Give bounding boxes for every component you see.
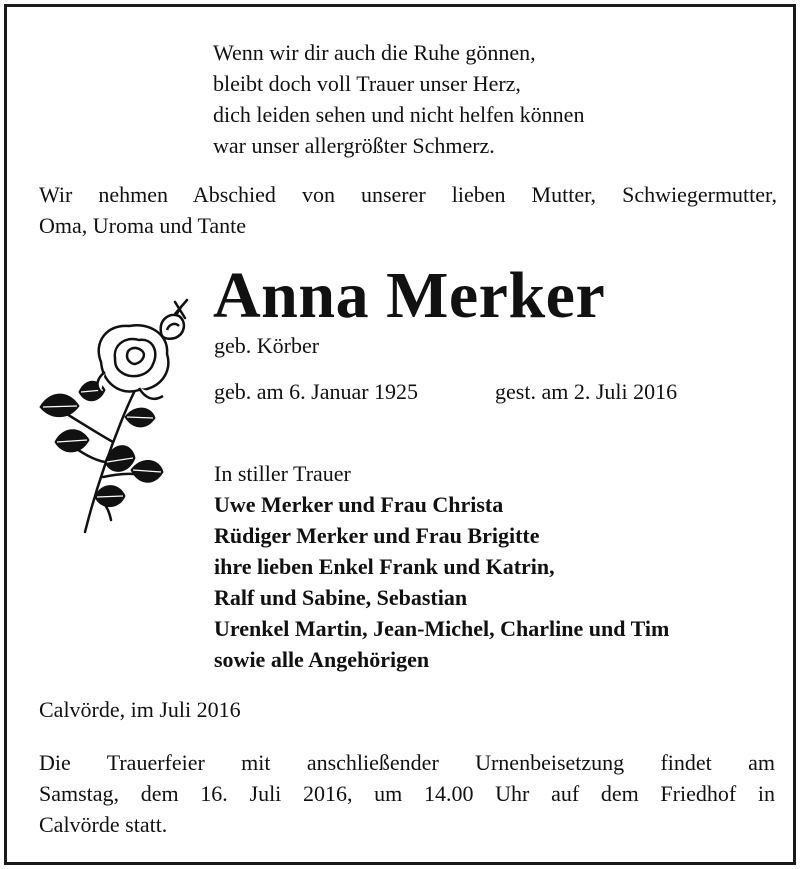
deceased-name: Anna Merker [213,259,606,332]
mourner-line: Rüdiger Merker und Frau Brigitte [214,523,540,548]
farewell-intro [39,179,777,241]
farewell-intro-line-1: Wir nehmen Abschied von unserer lieben Mutter, Schwiegermutter, [39,182,777,207]
mourner-line: ihre lieben Enkel Frank und Katrin, [214,554,555,579]
death-date: gest. am 2. Juli 2016 [495,379,678,404]
funeral-line-3: Calvörde statt. [39,812,168,837]
maiden-name: geb. Körber [214,333,320,358]
birth-date: geb. am 6. Januar 1925 [214,379,419,404]
poem [213,37,733,161]
mourner-line: Ralf und Sabine, Sebastian [214,585,468,610]
farewell-intro-line-2: Oma, Uroma und Tante [39,213,247,238]
funeral-notice [39,747,775,840]
mourner-line: Urenkel Martin, Jean-Michel, Charline und Tim [214,616,670,641]
place-date: Calvörde, im Juli 2016 [39,697,241,722]
funeral-line-2: Samstag, dem 16. Juli 2016, um 14.00 Uhr auf dem Friedhof in [39,781,775,806]
obituary-frame [4,4,796,865]
mourner-line: sowie alle Angehörigen [214,647,430,672]
poem-line: bleibt doch voll Trauer unser Herz, [213,71,521,96]
mourner-line: Uwe Merker und Frau Christa [214,492,504,517]
poem-line: dich leiden sehen und nicht helfen können [213,102,585,127]
mourners-list [214,489,774,675]
funeral-line-1: Die Trauerfeier mit anschließender Urnenbeisetzung findet am [39,750,775,775]
poem-line: Wenn wir dir auch die Ruhe gönnen, [213,40,536,65]
rose-icon [35,292,203,542]
mourners-intro: In stiller Trauer [214,461,351,486]
poem-line: war unser allergrößter Schmerz. [213,133,495,158]
